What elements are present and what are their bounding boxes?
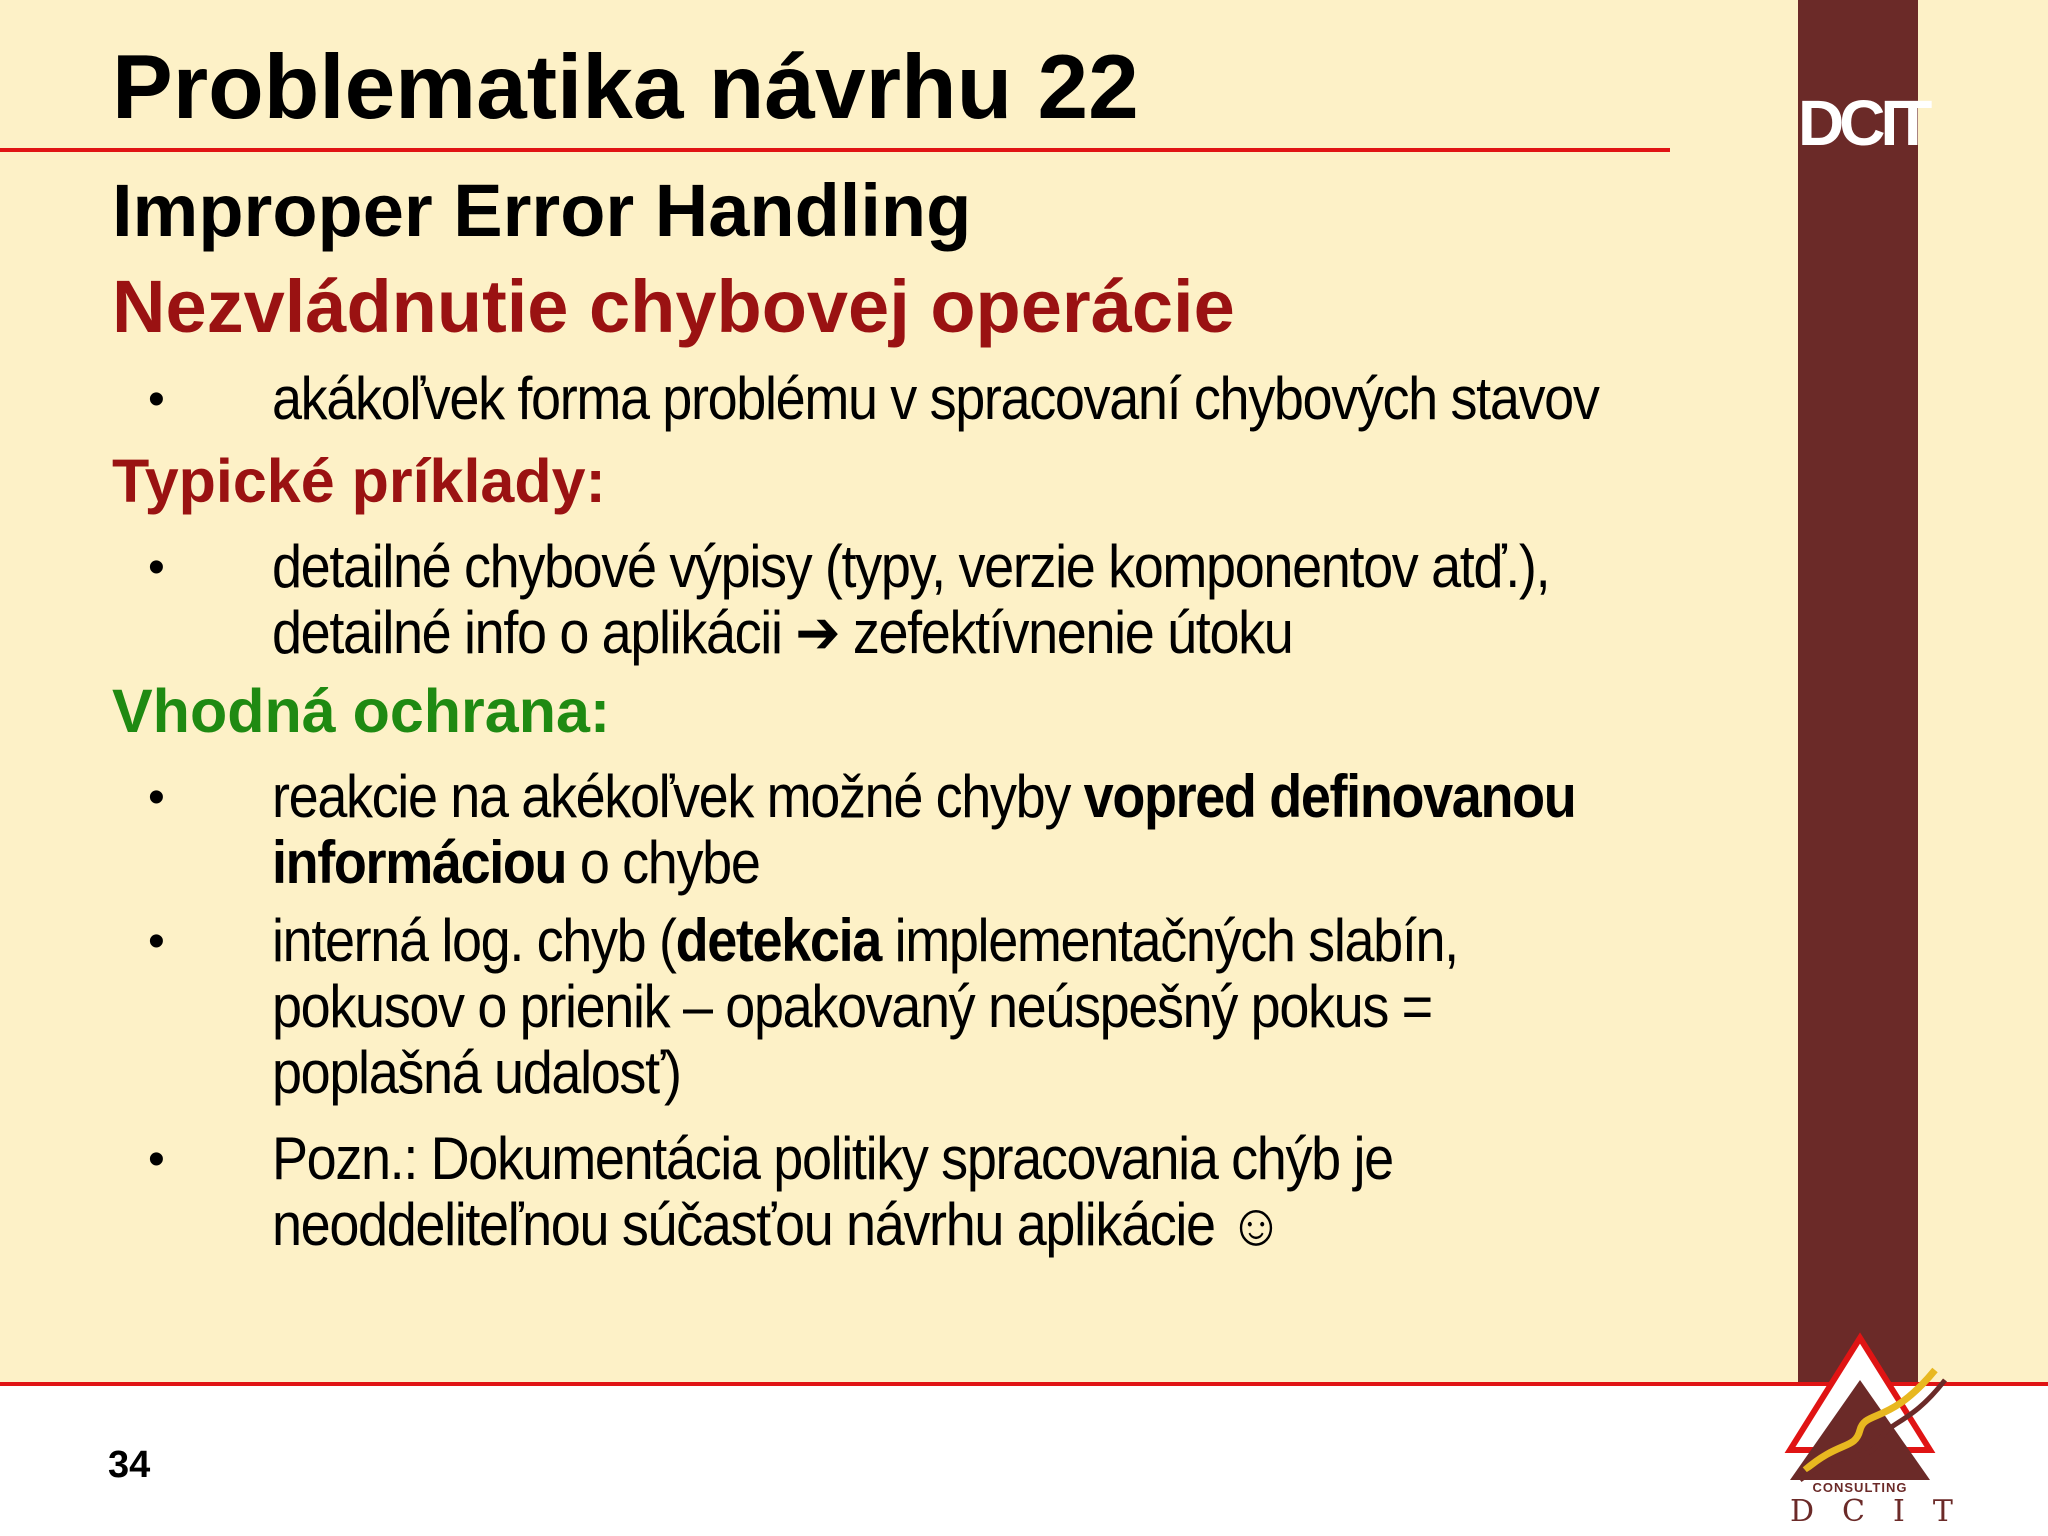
title-divider [0, 148, 1670, 152]
protection-text: o chybe [566, 829, 760, 896]
example-line-2: detailné info o aplikácii [272, 599, 782, 666]
protection-emphasis: vopred definovanou informáciou [272, 763, 1576, 896]
bullet-marker: • [148, 1133, 165, 1186]
slide-footer [0, 1385, 2048, 1536]
example-item [272, 534, 1622, 666]
protection-text: implementačných slabín, pokusov o prienik – opakovaný neúspešný pokus = poplašná udalosť) [272, 907, 1458, 1106]
brand-logo-text: DCIT [1798, 87, 1928, 159]
protection-item [272, 908, 1460, 1106]
bullet-marker: • [148, 373, 165, 426]
slide-title: Problematika návrhu 22 [112, 37, 1139, 138]
protection-emphasis: detekcia [675, 907, 881, 974]
bullet-marker: • [148, 771, 165, 824]
brand-sidebar [1798, 0, 1928, 1385]
protection-text: reakcie na akékoľvek možné chyby [272, 763, 1084, 830]
protection-text: interná log. chyb ( [272, 907, 676, 974]
protection-note: Pozn.: Dokumentácia politiky spracovania chýb je neoddeliteľnou súčasťou návrhu aplikácie ☺ [272, 1125, 1393, 1258]
example-line-1: detailné chybové výpisy (typy, verzie komponentov atď.), [272, 533, 1550, 600]
example-line-2-result: zefektívnenie útoku [852, 599, 1293, 666]
protection-heading: Vhodná ochrana: [112, 677, 611, 745]
bullet-marker: • [148, 915, 165, 968]
examples-heading: Typické príklady: [112, 447, 606, 515]
logo-letters: DCIT [1790, 1494, 1981, 1529]
arrow-right-icon: ➔ [795, 598, 840, 668]
protection-item [272, 764, 1622, 896]
section-heading: Improper Error Handling [112, 169, 972, 252]
logo-caption: CONSULTING [1812, 1480, 1908, 1495]
definition-text: akákoľvek forma problému v spracovaní chybových stavov [272, 365, 1599, 432]
bullet-marker: • [148, 541, 165, 594]
section-subheading: Nezvládnutie chybovej operácie [112, 265, 1235, 348]
page-number: 34 [108, 1444, 151, 1486]
footer-divider [0, 1382, 2048, 1386]
